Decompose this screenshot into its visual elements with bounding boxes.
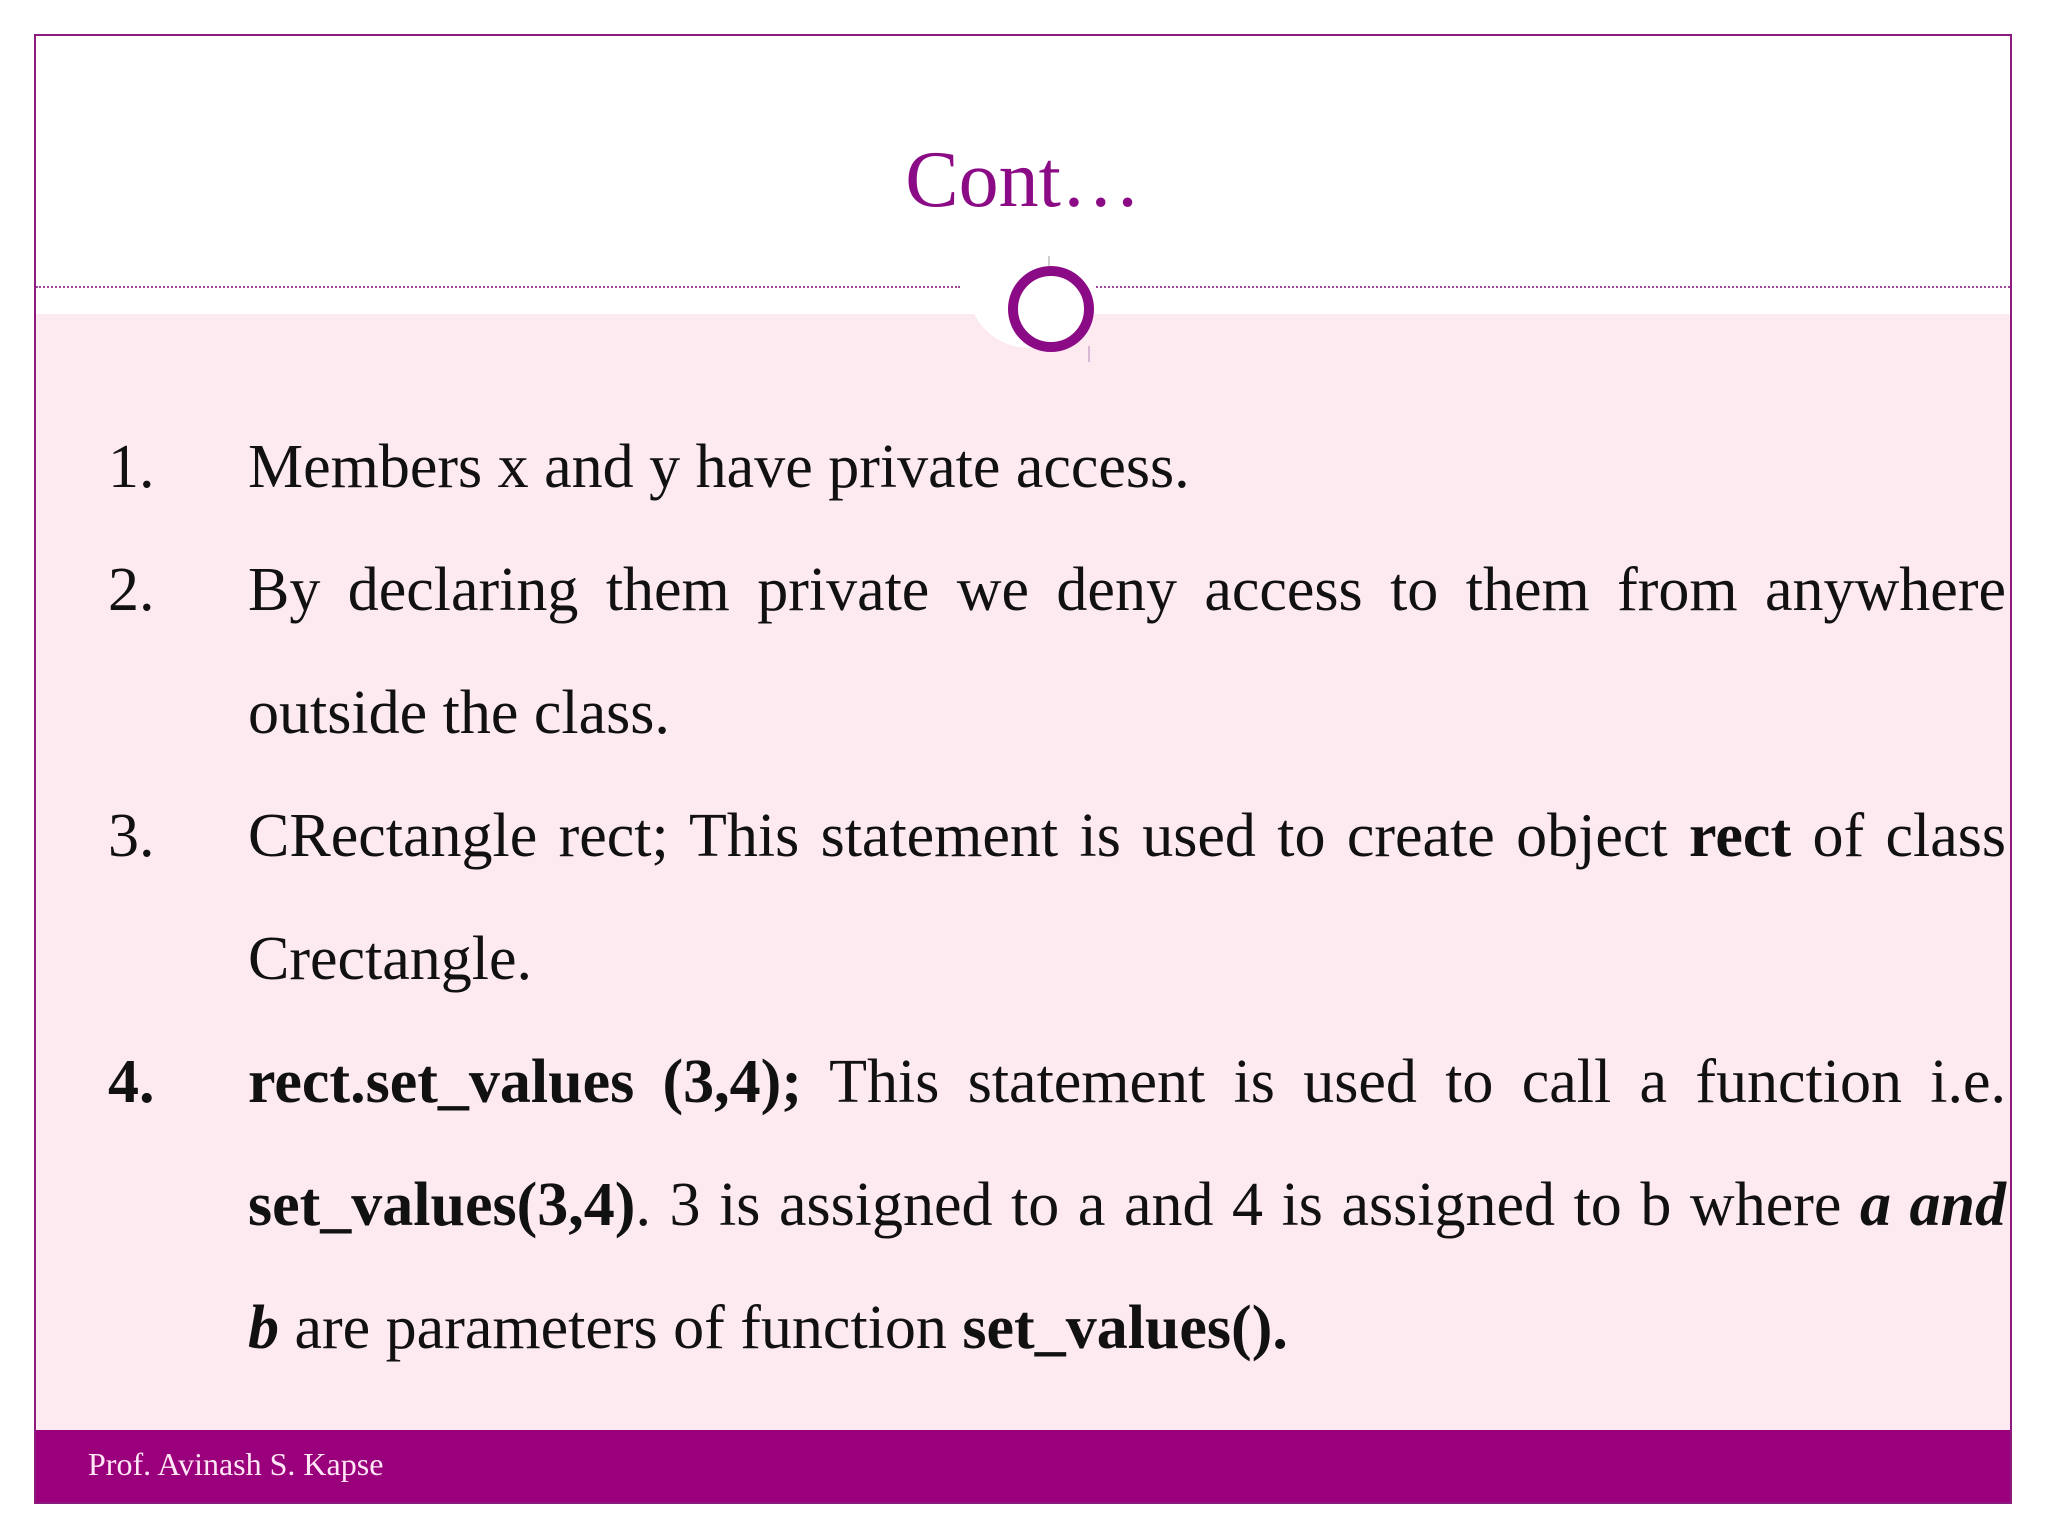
text-segment: are parameters of function [279, 1294, 963, 1362]
ring-tick-bottom [1088, 346, 1090, 362]
list-item-text: By declaring them private we deny access to them from anywhere outside the class. [248, 556, 2006, 747]
list-item [108, 775, 2006, 1021]
list-item [108, 406, 2006, 529]
list-item [108, 529, 2006, 775]
footer-author: Prof. Avinash S. Kapse [88, 1446, 384, 1482]
list-item-text [248, 802, 2006, 993]
list-item-number: 2. [108, 556, 155, 624]
bold-code-call: rect.set_values (3,4); [248, 1048, 802, 1116]
list-item-number: 1. [108, 433, 155, 501]
slide [34, 34, 2012, 1504]
slide-title: Cont… [905, 136, 1141, 224]
text-segment: CRectangle rect; This statement is used to create object [248, 802, 1690, 870]
list-item-number: 4. [108, 1048, 155, 1116]
bold-function-name: set_values(). [962, 1294, 1288, 1362]
title-divider-left [36, 286, 960, 288]
bold-term-rect: rect [1689, 802, 1792, 870]
list-item [108, 1021, 2006, 1390]
list-item-text [248, 1048, 2006, 1362]
footer-bar [36, 1430, 2010, 1502]
numbered-list [108, 406, 2006, 1390]
bold-code-function: set_values(3,4) [248, 1171, 636, 1239]
list-item-text: Members x and y have private access. [248, 433, 1190, 501]
title-divider-right [1096, 286, 2010, 288]
ring-icon [1008, 266, 1094, 352]
list-item-number: 3. [108, 802, 155, 870]
text-segment: . 3 is assigned to a and 4 is assigned to b where [635, 1171, 1860, 1239]
text-segment: This statement is used to call a function i.e. [801, 1048, 2006, 1116]
text-segment: of class Crectangle. [248, 802, 2007, 993]
bold-italic-params: a and b [248, 1171, 2006, 1362]
